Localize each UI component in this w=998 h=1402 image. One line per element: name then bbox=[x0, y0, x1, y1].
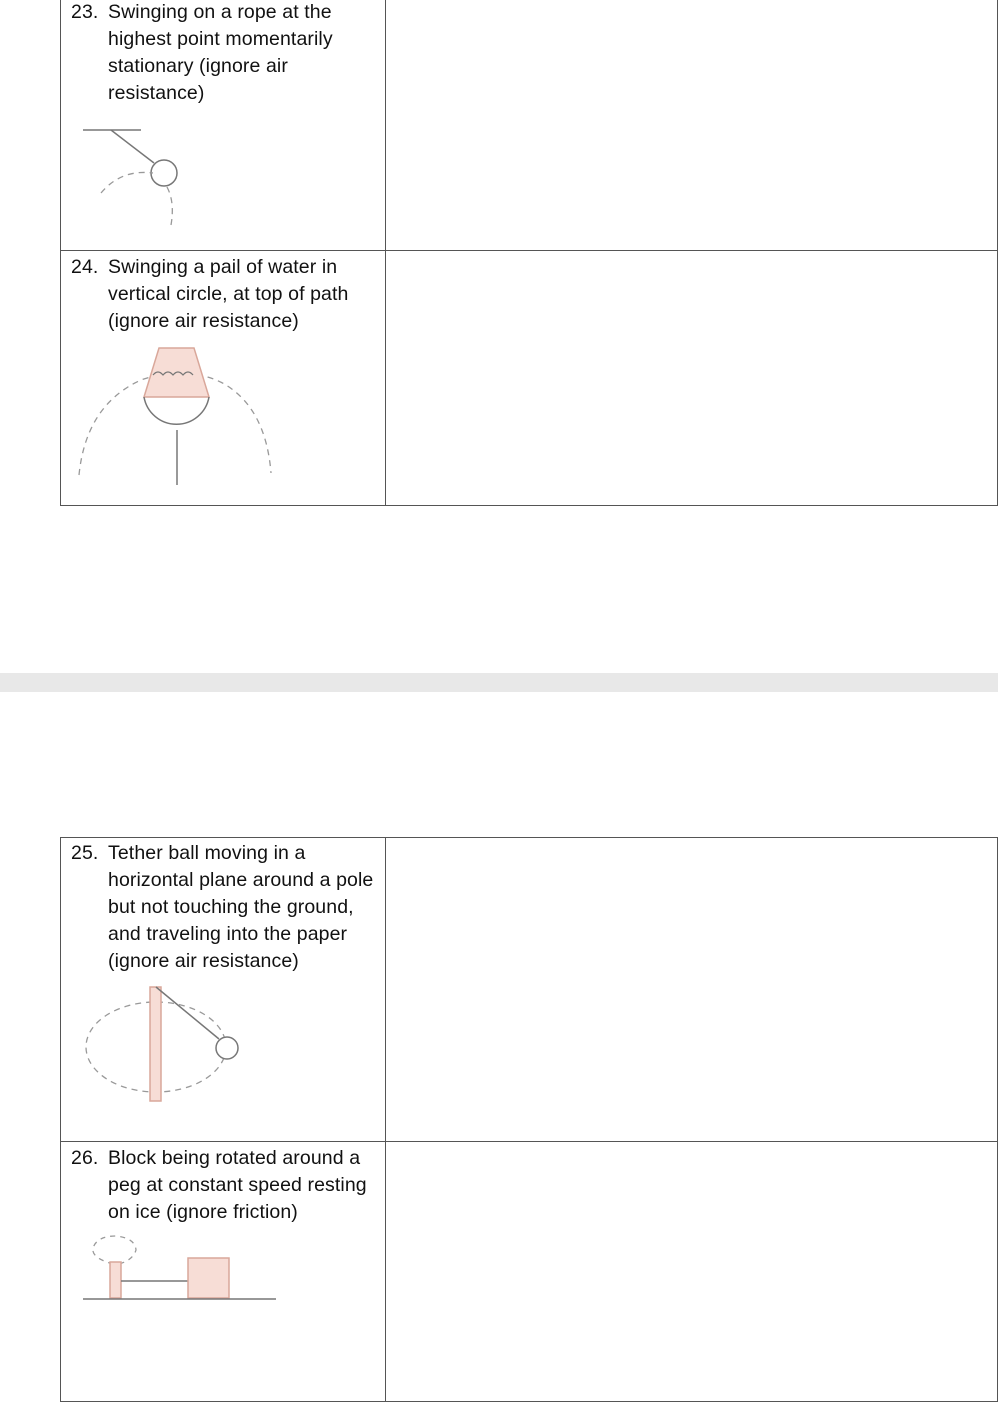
rotation-path bbox=[93, 1236, 136, 1264]
question-23 bbox=[61, 0, 385, 107]
pole-rect bbox=[150, 987, 161, 1101]
answer-cell-24[interactable] bbox=[386, 251, 998, 506]
block-rect bbox=[188, 1258, 229, 1298]
question-number: 25. bbox=[71, 842, 99, 864]
pendulum-figure bbox=[61, 107, 261, 227]
question-25 bbox=[61, 838, 385, 975]
table-row bbox=[61, 838, 998, 1142]
tether-ball-circle bbox=[216, 1037, 238, 1059]
question-cell-25 bbox=[61, 838, 386, 1142]
worksheet-table-top bbox=[60, 0, 998, 506]
question-number: 23. bbox=[71, 1, 99, 23]
question-cell-24 bbox=[61, 251, 386, 506]
question-number: 26. bbox=[71, 1147, 99, 1169]
worksheet-table-bottom bbox=[60, 837, 998, 1402]
answer-cell-23[interactable] bbox=[386, 0, 998, 251]
rope-line bbox=[111, 130, 154, 163]
question-text: Block being rotated around a peg at constant speed resting on ice (ignore friction) bbox=[108, 1147, 367, 1223]
question-26 bbox=[61, 1142, 385, 1226]
tether-ball-figure bbox=[61, 975, 291, 1110]
tether-line bbox=[156, 987, 219, 1039]
table-row bbox=[61, 1142, 998, 1402]
page-break-divider bbox=[0, 673, 998, 692]
table-row bbox=[61, 0, 998, 251]
pail-figure bbox=[61, 335, 291, 495]
ball-circle bbox=[151, 160, 177, 186]
question-number: 24. bbox=[71, 256, 99, 278]
question-cell-23 bbox=[61, 0, 386, 251]
swing-path-left bbox=[101, 172, 153, 193]
pail-handle bbox=[144, 397, 209, 424]
question-text: Swinging on a rope at the highest point momentarily stationary (ignore air resistance) bbox=[108, 1, 333, 104]
question-cell-26 bbox=[61, 1142, 386, 1402]
table-row bbox=[61, 251, 998, 506]
peg-rect bbox=[110, 1262, 121, 1298]
answer-cell-25[interactable] bbox=[386, 838, 998, 1142]
question-text: Swinging a pail of water in vertical circle, at top of path (ignore air resistance) bbox=[108, 256, 349, 332]
question-text: Tether ball moving in a horizontal plane around a pole but not touching the ground, and traveling into the paper (ignore air resistance) bbox=[108, 842, 374, 972]
question-24 bbox=[61, 251, 385, 335]
answer-cell-26[interactable] bbox=[386, 1142, 998, 1402]
block-peg-figure bbox=[61, 1226, 301, 1316]
swing-path-right bbox=[167, 187, 172, 225]
